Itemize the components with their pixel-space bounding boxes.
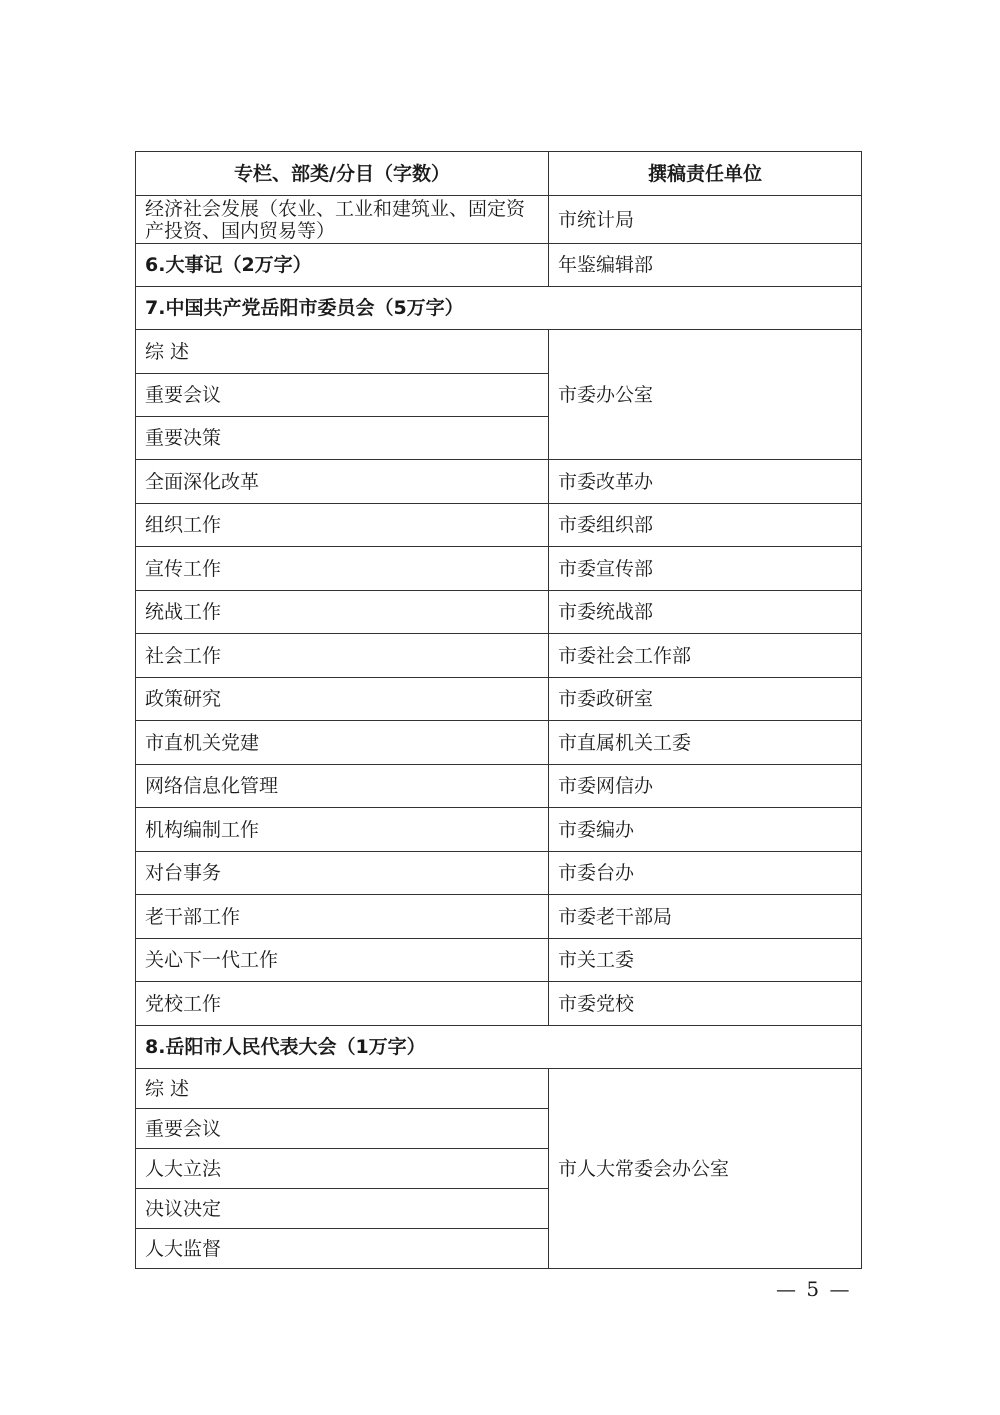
merged-unit-cell: 市委办公室 [549,330,862,460]
table-row [136,196,862,244]
item-cell: 党校工作 [136,982,549,1026]
item-cell: 关心下一代工作 [136,939,549,982]
unit-cell: 市委网信办 [549,765,862,808]
table-header-row [136,152,862,196]
item-cell: 重要决策 [136,417,549,460]
section-heading-cell: 7.中国共产党岳阳市委员会（5万字） [136,287,862,330]
unit-cell: 市委政研室 [549,678,862,721]
item-cell: 人大监督 [136,1229,549,1269]
section-row [136,1026,862,1069]
page-number: — 5 — [776,1277,852,1301]
responsibility-table [135,151,862,1269]
unit-cell: 市委老干部局 [549,895,862,939]
unit-cell: 市统计局 [549,196,862,244]
item-cell: 统战工作 [136,591,549,634]
table-row [136,547,862,591]
item-cell: 社会工作 [136,634,549,678]
table-row [136,765,862,808]
item-cell: 综 述 [136,330,549,374]
merged-unit-cell: 市人大常委会办公室 [549,1069,862,1269]
unit-cell: 市委编办 [549,808,862,852]
section-heading-cell: 8.岳阳市人民代表大会（1万字） [136,1026,862,1069]
table-row [136,895,862,939]
column-header-unit: 撰稿责任单位 [549,152,862,196]
unit-cell: 市委台办 [549,852,862,895]
item-cell: 决议决定 [136,1189,549,1229]
table-row [136,591,862,634]
item-cell: 重要会议 [136,374,549,417]
column-header-item: 专栏、部类/分目（字数） [136,152,549,196]
item-cell: 经济社会发展（农业、工业和建筑业、固定资产投资、国内贸易等） [136,196,549,244]
unit-cell: 市委统战部 [549,591,862,634]
table-row [136,504,862,547]
table-row [136,939,862,982]
table-row [136,982,862,1026]
table-row [136,244,862,287]
table-row [136,330,862,374]
item-cell: 重要会议 [136,1109,549,1149]
table-row [136,721,862,765]
item-cell: 人大立法 [136,1149,549,1189]
table-row [136,1069,862,1109]
item-cell: 组织工作 [136,504,549,547]
table-row [136,808,862,852]
table-row [136,852,862,895]
item-cell: 对台事务 [136,852,549,895]
table-row [136,460,862,504]
unit-cell: 市委社会工作部 [549,634,862,678]
unit-cell: 市委组织部 [549,504,862,547]
unit-cell: 年鉴编辑部 [549,244,862,287]
unit-cell: 市直属机关工委 [549,721,862,765]
table-row [136,678,862,721]
item-cell: 网络信息化管理 [136,765,549,808]
unit-cell: 市关工委 [549,939,862,982]
unit-cell: 市委宣传部 [549,547,862,591]
item-cell: 综 述 [136,1069,549,1109]
item-cell: 全面深化改革 [136,460,549,504]
item-cell: 宣传工作 [136,547,549,591]
item-cell: 政策研究 [136,678,549,721]
unit-cell: 市委党校 [549,982,862,1026]
item-cell: 机构编制工作 [136,808,549,852]
section-heading-cell: 6.大事记（2万字） [136,244,549,287]
item-cell: 市直机关党建 [136,721,549,765]
unit-cell: 市委改革办 [549,460,862,504]
section-row [136,287,862,330]
item-cell: 老干部工作 [136,895,549,939]
table-row [136,634,862,678]
